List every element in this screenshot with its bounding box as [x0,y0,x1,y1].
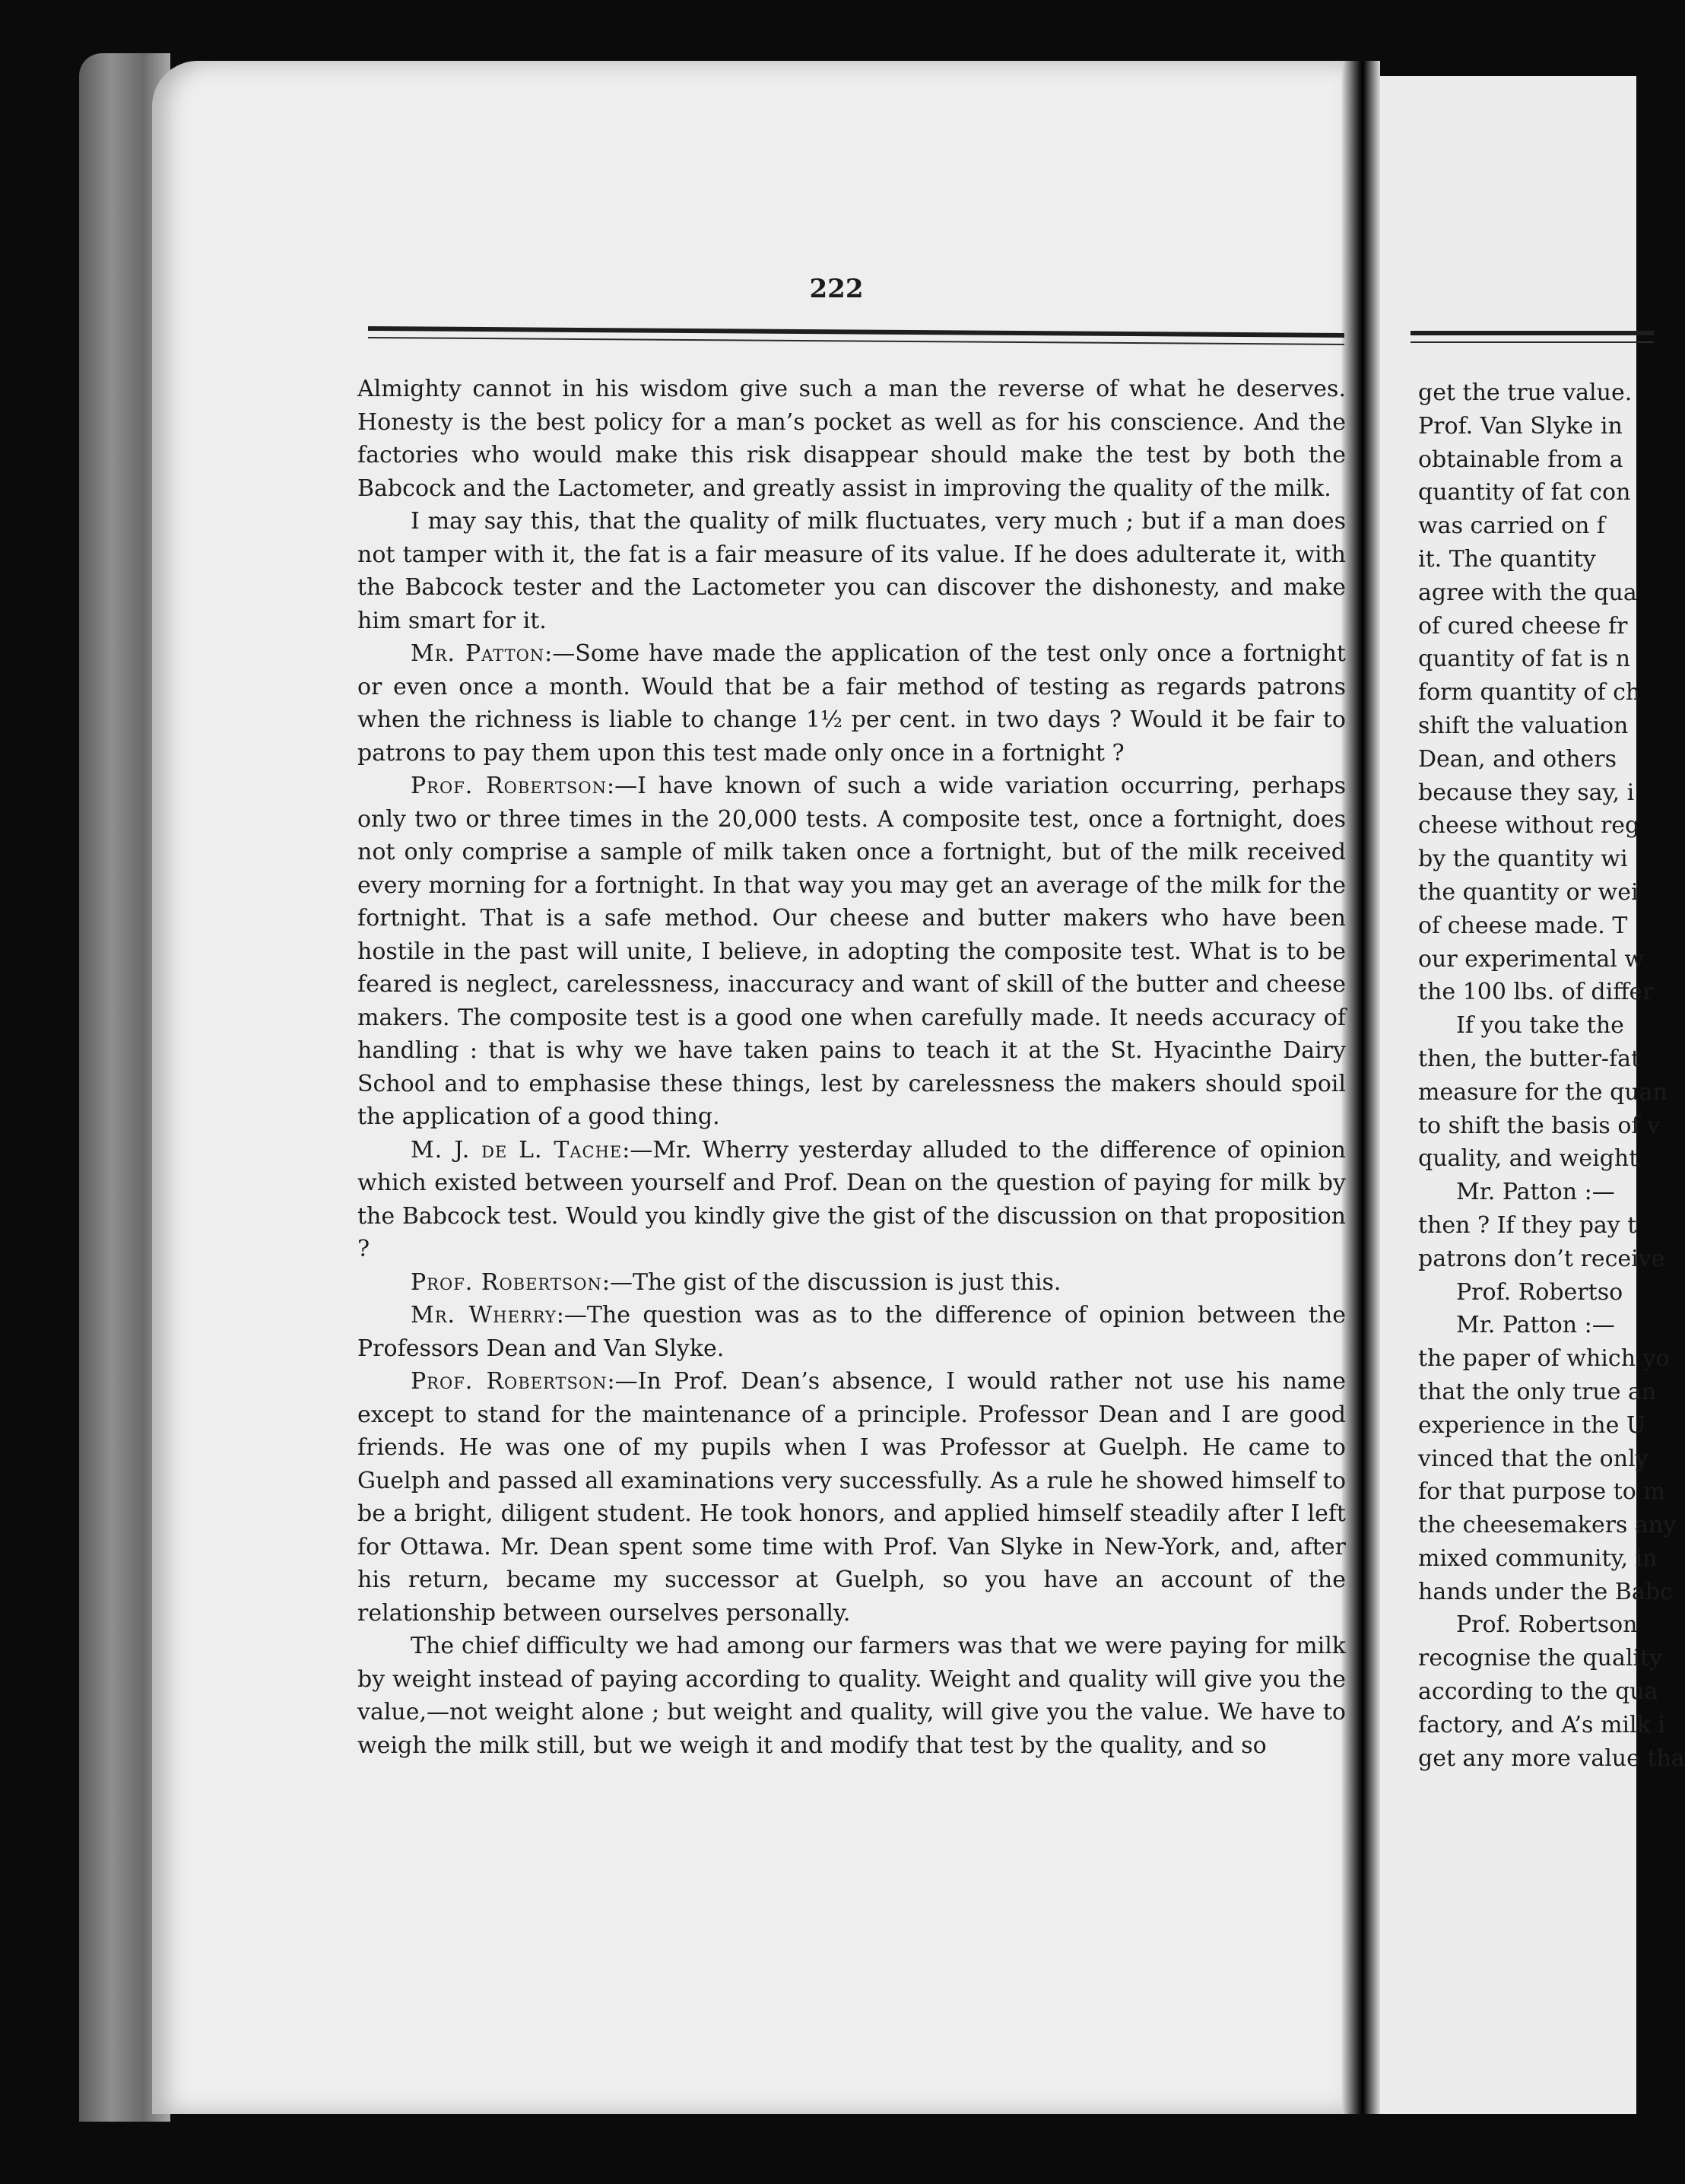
right-page-text [1418,376,1685,1775]
text-line: factory, and A’s milk i [1418,1711,1665,1738]
book-gutter [1342,61,1380,2114]
text-line: obtainable from a [1418,446,1623,473]
text-line: agree with the qua [1418,579,1637,606]
text-line: Prof. Robertso [1456,1278,1623,1306]
text-line: get any more value tha [1418,1744,1685,1772]
text-line: If you take the [1456,1012,1624,1040]
right-header-rule-thick [1411,331,1654,335]
text-line: shift the valuation [1418,712,1629,739]
paragraph: Mr. Wherry:—The question was as to the difference of opinion between the Professors Dean and Van Slyke. [357,1302,1346,1362]
text-line: the cheesemakers any [1418,1512,1677,1539]
text-line: form quantity of ch [1418,679,1641,706]
text-line: by the quantity wi [1418,846,1628,873]
speaker-name: Mr. Patton [411,640,545,667]
left-page-text [357,373,1346,2046]
text-line: the paper of which yo [1418,1345,1670,1373]
text-line: Prof. Van Slyke in [1418,412,1623,440]
page-number: 222 [809,274,864,304]
paragraph: I may say this, that the quality of milk fluctuates, very much ; but if a man does not tamper with it, the fat is a fair measure of its value. If he does adulterate it, with the Babcock tester and the Lactometer you can discover the dishonesty, and make him smart for it. [357,508,1346,634]
text-line: was carried on f [1418,513,1605,540]
text-line: patrons don’t receive [1418,1245,1665,1272]
text-line: because they say, i [1418,779,1635,806]
text-line: according to the qua [1418,1678,1658,1706]
text-line: mixed community, in [1418,1544,1658,1572]
text-line: the 100 lbs. of differ [1418,979,1654,1006]
text-line: for that purpose to m [1418,1478,1665,1506]
text-line: it. The quantity [1418,545,1596,573]
speaker-name: Mr. Wherry [411,1302,557,1328]
paragraph: M. J. de L. Tache:—Mr. Wherry yesterday alluded to the difference of opinion which existed between yourself and Prof. Dean on the question of paying for milk by the Babcock test. Would you kindly give the gist of the discussion on that proposition ? [357,1136,1346,1262]
text-line: then ? If they pay t [1418,1211,1637,1239]
text-line: then, the butter-fat [1418,1045,1641,1072]
text-line: Mr. Patton :— [1456,1179,1615,1206]
text-line: recognise the quality [1418,1645,1663,1672]
text-line: Dean, and others [1418,745,1617,773]
text-line: to shift the basis of v [1418,1112,1660,1139]
text-line: of cured cheese fr [1418,612,1628,640]
text-line: measure for the quan [1418,1078,1668,1106]
speaker-name: M. J. de L. Tache [411,1136,623,1163]
text-line: of cheese made. T [1418,912,1628,939]
text-line: Mr. Patton :— [1456,1312,1615,1339]
paragraph: Prof. Robertson:—In Prof. Dean’s absence, I would rather not use his name except to stand for the maintenance of a principle. Professor Dean and I are good friends. He was one of my pupils when I was Professor at Guelph. He came to Guelph and passed all examinations very successfully. As a rule he showed himself to be a bright, diligent student. He took honors, and applied himself steadily after I left for Ottawa. Mr. Dean spent some time with Prof. Van Slyke in New-York, and, after his return, became my successor at Guelph, so you have an account of the relationship between ourselves personally. [357,1368,1346,1627]
right-header-rule-thin [1411,341,1654,343]
text-line: our experimental w [1418,945,1645,973]
paragraph: Prof. Robertson:—The gist of the discussion is just this. [411,1268,1061,1296]
paragraph: Mr. Patton:—Some have made the application of the test only once a fortnight or even once a month. Would that be a fair method of testing as regards patrons when the richness is liable to change 1½ per cent. in two days ? Would it be fair to patrons to pay them upon this test made only once in a fortnight ? [357,640,1346,767]
text-line: experience in the U [1418,1411,1646,1439]
speaker-name: Prof. Robertson [411,1368,608,1395]
speaker-name: Prof. Robertson [411,1268,602,1296]
text-line: get the true value. [1418,379,1633,406]
text-line: hands under the Babc [1418,1578,1673,1605]
paragraph: The chief difficulty we had among our farmers was that we were paying for milk by weight instead of paying according to quality. Weight and quality will give you the value,—not weight alone ; but weight and quality, will give you the value. We have to weigh the milk still, but we weigh it and modify that test by the quality, and so [357,1633,1346,1759]
text-line: quantity of fat con [1418,479,1631,506]
text-line: that the only true an [1418,1378,1657,1405]
text-line: the quantity or wei [1418,878,1639,906]
speaker-name: Prof. Robertson [411,773,608,799]
text-line: quantity of fat is n [1418,646,1631,673]
text-line: Prof. Robertson [1456,1611,1638,1639]
right-page [1380,76,1685,2114]
paragraph: Almighty cannot in his wisdom give such a man the reverse of what he deserves. Honesty is the best policy for a man’s pocket as well as for his conscience. And the factories who would make this risk disappear should make the test by both the Babcock and the Lactometer, and greatly assist in improving the quality of the milk. [357,376,1346,502]
text-line: quality, and weight [1418,1145,1639,1173]
text-line: cheese without reg [1418,812,1640,840]
text-line: vinced that the only [1418,1445,1649,1472]
paragraph: Prof. Robertson:—I have known of such a wide variation occurring, perhaps only two or three times in the 20,000 tests. A composite test, once a fortnight, does not only comprise a sample of milk taken once a fortnight, but of the milk received every morning for a fortnight. In that way you may get an average of the milk for the fortnight. That is a safe method. Our cheese and butter makers who have been hostile in the past will unite, I believe, in adopting the composite test. What is to be feared is neglect, carelessness, inaccuracy and want of skill of the butter and cheese makers. The composite test is a good one when carefully made. It needs accuracy of handling : that is why we have taken pains to teach it at the St. Hyacinthe Dairy School and to emphasise these things, lest by carelessness the makers should spoil the application of a good thing. [357,773,1346,1130]
